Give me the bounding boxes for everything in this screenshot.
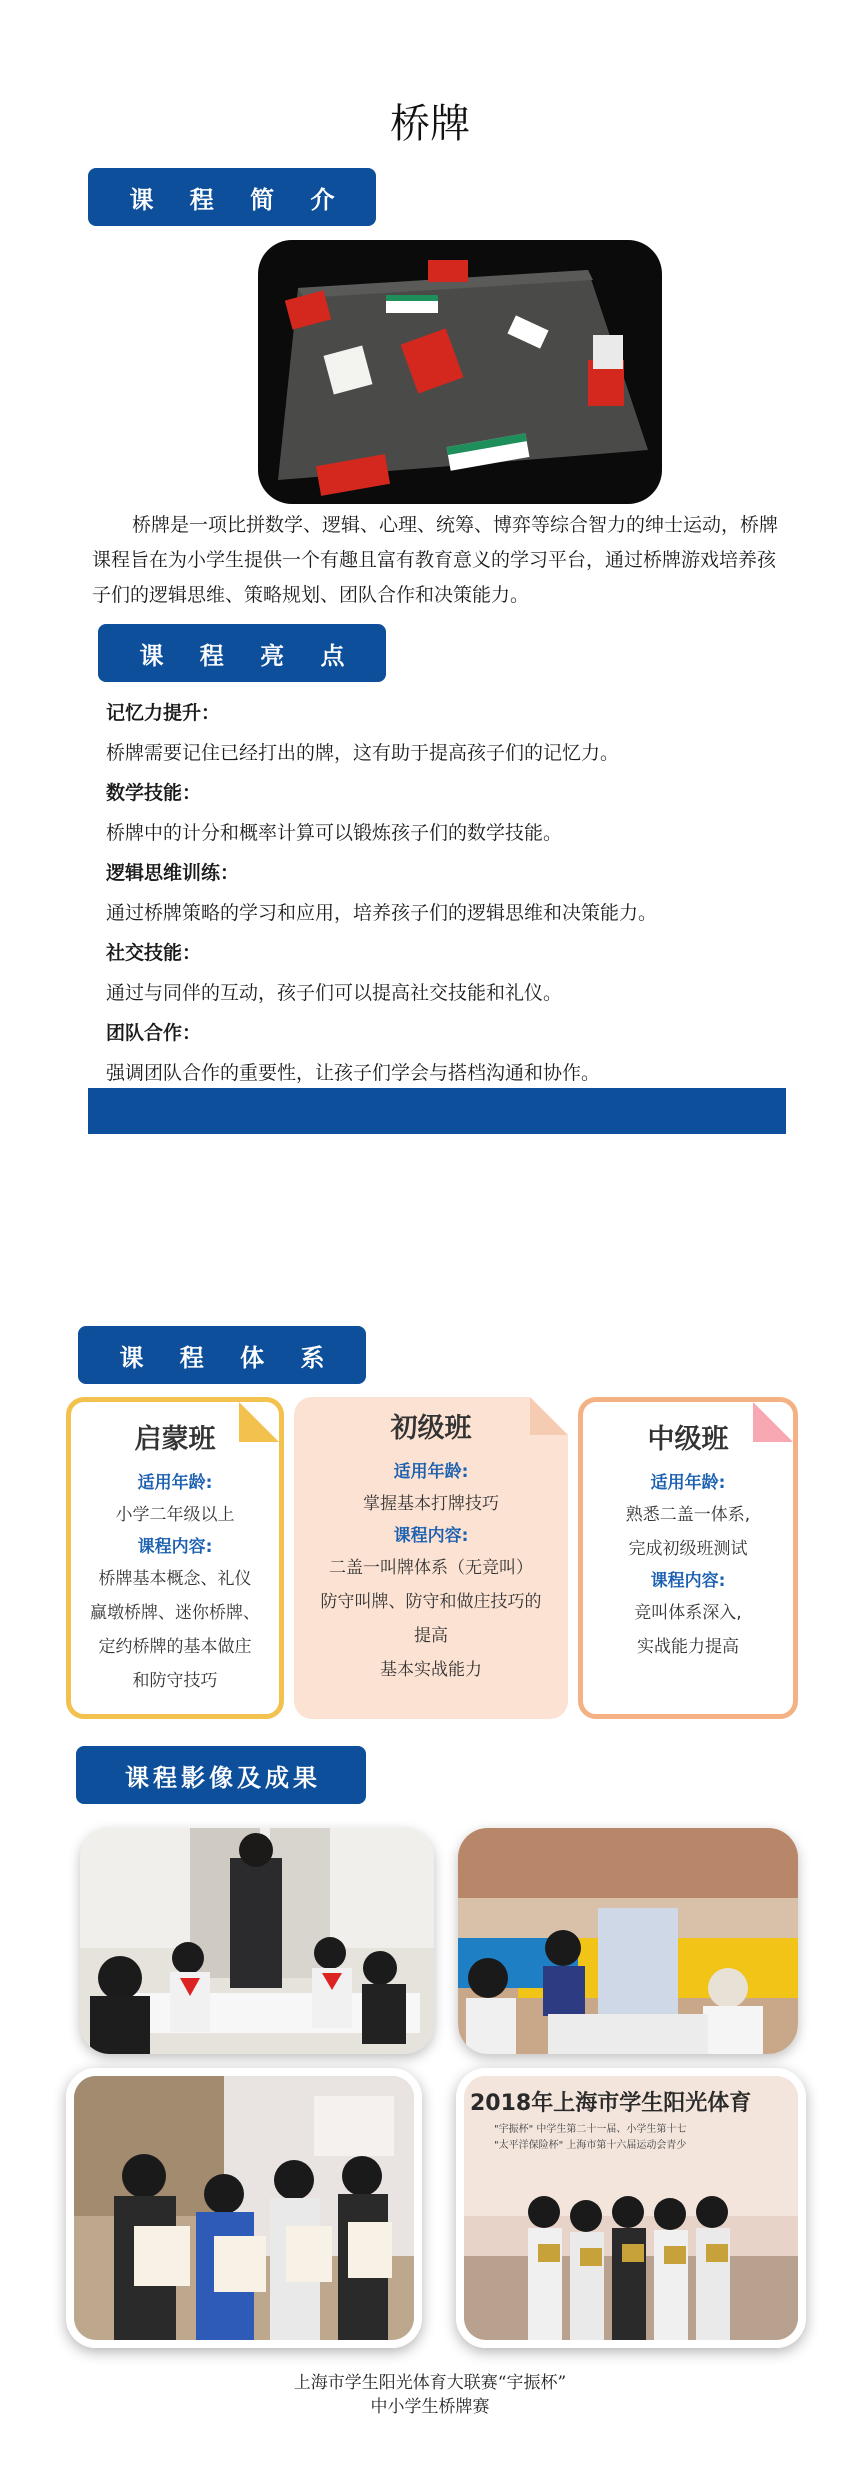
intro-paragraph: 桥牌是一项比拼数学、逻辑、心理、统筹、博弈等综合智力的绅士运动，桥牌课程旨在为小学生提供一个有趣且富有教育意义的学习平台，通过桥牌游戏培养孩子们的逻辑思维、策略规划、团队合作和决策能力。 bbox=[92, 514, 779, 606]
highlight-text: 通过与同伴的互动，孩子们可以提高社交技能和礼仪。 bbox=[106, 982, 563, 1004]
highlight-title: 逻辑思维训练： bbox=[106, 862, 240, 884]
age-label: 适用年龄: bbox=[650, 1473, 726, 1493]
section-heading-intro: 课 程 简 介 bbox=[88, 168, 376, 226]
highlight-title: 数学技能： bbox=[106, 782, 202, 804]
age-label: 适用年龄: bbox=[137, 1473, 213, 1493]
age-text: 掌握基本打牌技巧 bbox=[363, 1494, 499, 1514]
page-fold-corner bbox=[239, 1402, 279, 1442]
content-text: 实战能力提高 bbox=[637, 1637, 739, 1657]
age-text: 熟悉二盖一体系, bbox=[625, 1505, 751, 1525]
section-divider-bar bbox=[88, 1088, 786, 1134]
age-text: 完成初级班测试 bbox=[628, 1539, 748, 1559]
competition-banner-photo bbox=[456, 2068, 806, 2348]
content-label: 课程内容: bbox=[393, 1526, 469, 1546]
classroom-photo bbox=[80, 1828, 434, 2054]
photo-caption-line1: 上海市学生阳光体育大联赛“宇振杯” bbox=[293, 2373, 567, 2393]
highlight-text: 强调团队合作的重要性，让孩子们学会与搭档沟通和协作。 bbox=[106, 1062, 601, 1084]
highlight-text: 桥牌中的计分和概率计算可以锻炼孩子们的数学技能。 bbox=[106, 822, 563, 844]
highlight-text: 通过桥牌策略的学习和应用，培养孩子们的逻辑思维和决策能力。 bbox=[106, 902, 658, 924]
course-card-elementary bbox=[294, 1397, 568, 1719]
award-winners-photo bbox=[66, 2068, 422, 2348]
course-card-intermediate bbox=[578, 1397, 798, 1719]
content-text: 和防守技巧 bbox=[132, 1671, 218, 1691]
content-label: 课程内容: bbox=[137, 1537, 213, 1557]
highlight-title: 社交技能： bbox=[106, 942, 202, 964]
section-heading-results: 课程影像及成果 bbox=[76, 1746, 366, 1804]
content-text: 防守叫牌、防守和做庄技巧的 bbox=[320, 1592, 542, 1612]
content-text: 桥牌基本概念、礼仪 bbox=[98, 1569, 252, 1589]
page-fold-corner bbox=[753, 1402, 793, 1442]
section-heading-highlights: 课 程 亮 点 bbox=[98, 624, 386, 682]
age-label: 适用年龄: bbox=[393, 1462, 469, 1482]
content-text: 提高 bbox=[414, 1626, 448, 1646]
banner-title: 2018年上海市学生阳光体育 bbox=[470, 2091, 752, 2116]
course-name: 初级班 bbox=[390, 1413, 472, 1444]
highlight-title: 记忆力提升： bbox=[106, 702, 221, 724]
course-card-beginner bbox=[66, 1397, 284, 1719]
bridge-table-photo bbox=[258, 240, 662, 504]
highlight-title: 团队合作： bbox=[106, 1022, 202, 1044]
banner-subtitle: "宇振杯" 中学生第二十一届、小学生第十七 bbox=[494, 2124, 687, 2135]
section-heading-system: 课 程 体 系 bbox=[78, 1326, 366, 1384]
content-text: 赢墩桥牌、迷你桥牌、 bbox=[90, 1603, 260, 1623]
content-text: 定约桥牌的基本做庄 bbox=[98, 1637, 252, 1657]
highlight-text: 桥牌需要记住已经打出的牌，这有助于提高孩子们的记忆力。 bbox=[106, 742, 620, 764]
content-label: 课程内容: bbox=[650, 1571, 726, 1591]
content-text: 基本实战能力 bbox=[380, 1660, 482, 1680]
age-text: 小学二年级以上 bbox=[115, 1505, 235, 1525]
photo-caption-line2: 中小学生桥牌赛 bbox=[370, 2397, 490, 2417]
course-name: 中级班 bbox=[647, 1424, 729, 1455]
page-fold-corner bbox=[530, 1397, 568, 1435]
course-name: 启蒙班 bbox=[134, 1424, 216, 1455]
tournament-photo bbox=[458, 1828, 798, 2054]
banner-subtitle: "太平洋保险杯" 上海市第十六届运动会青少 bbox=[494, 2140, 687, 2151]
content-text: 二盖一叫牌体系（无竞叫） bbox=[329, 1558, 533, 1578]
page-title: 桥牌 bbox=[390, 101, 470, 147]
content-text: 竞叫体系深入, bbox=[634, 1603, 742, 1623]
